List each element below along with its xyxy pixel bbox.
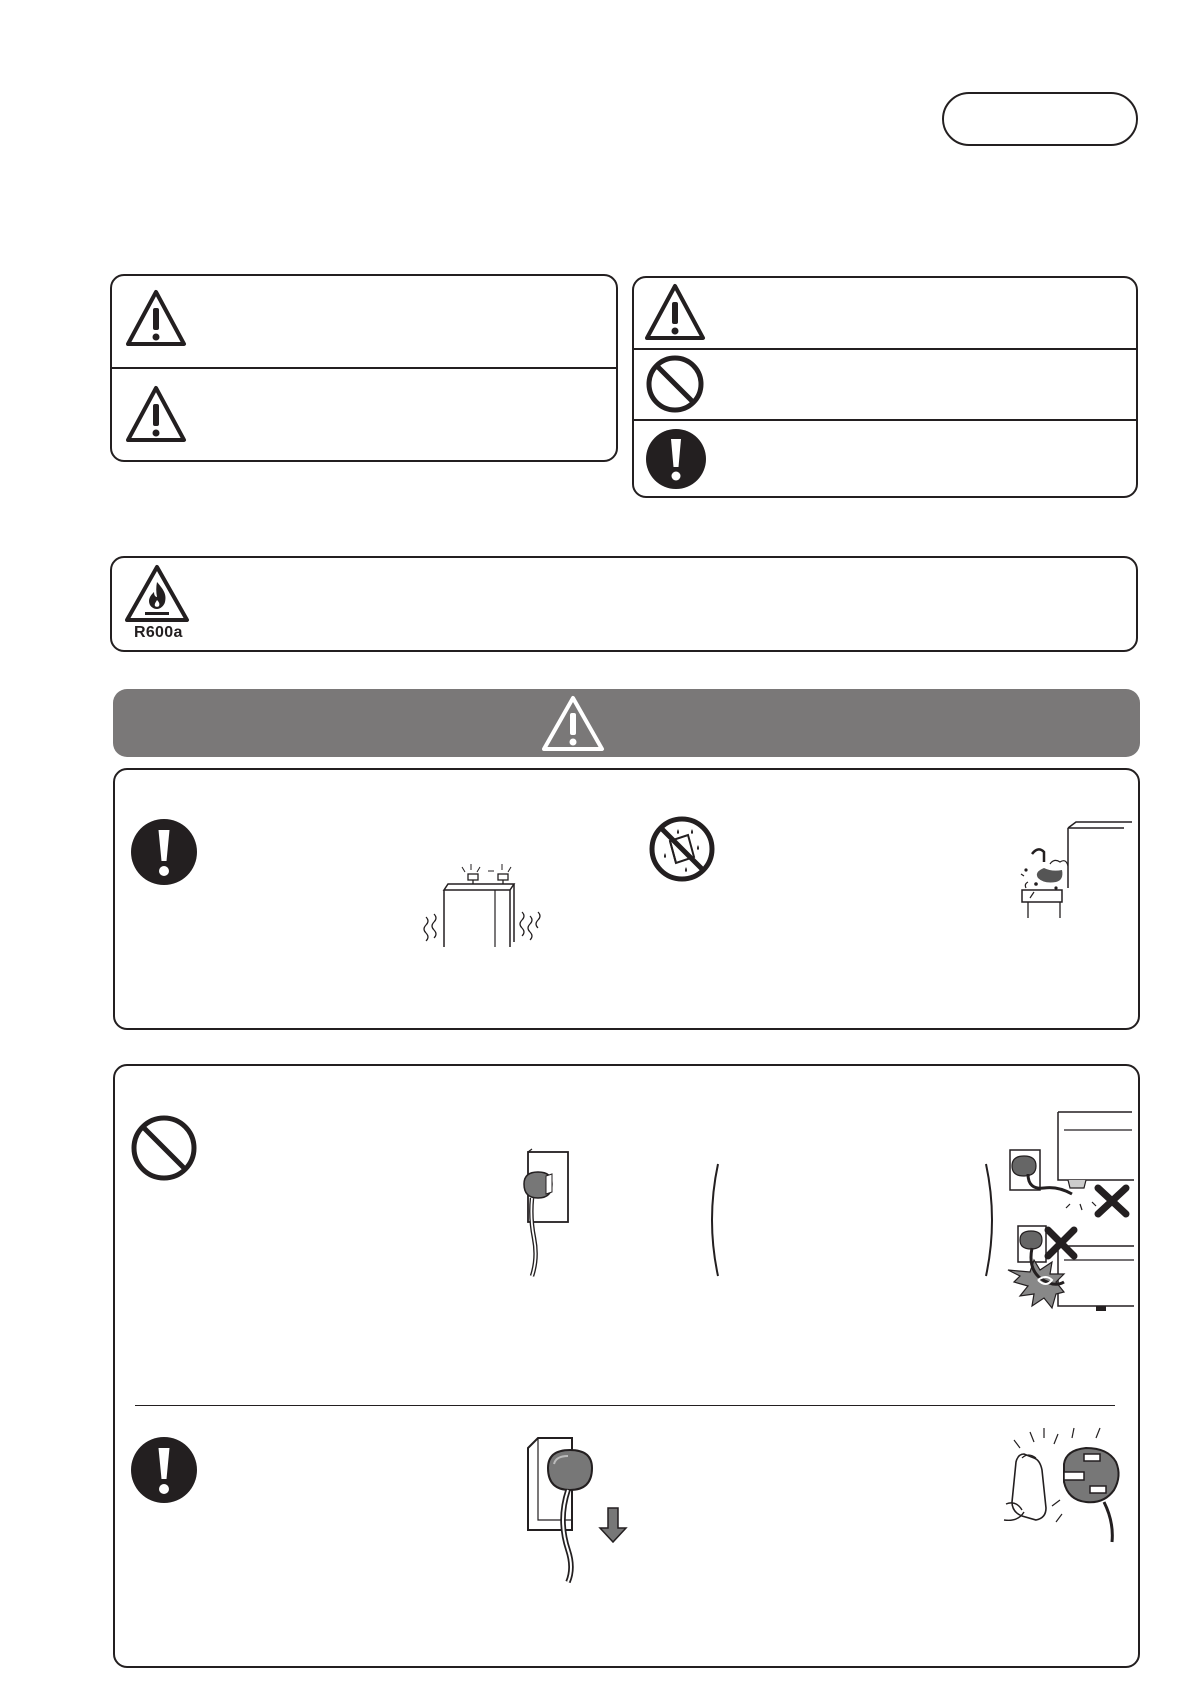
sink-water-splash-illustration xyxy=(1020,818,1132,926)
prohibition-icon xyxy=(130,1114,198,1182)
no-water-splash-icon xyxy=(648,815,716,883)
mandatory-action-icon xyxy=(645,428,707,490)
refrigerant-box xyxy=(110,556,1138,652)
plug-in-socket-illustration xyxy=(514,1148,574,1278)
prohibition-icon xyxy=(645,354,705,414)
refrigerant-label: R600a xyxy=(134,624,183,641)
damaged-cord-illustration xyxy=(998,1110,1136,1320)
mandatory-action-icon xyxy=(130,1436,198,1504)
clean-plug-illustration xyxy=(1000,1424,1124,1542)
pull-plug-illustration xyxy=(524,1434,640,1584)
warning-triangle-icon xyxy=(124,288,188,350)
header-badge xyxy=(942,92,1138,146)
flammable-warning-icon xyxy=(123,564,191,624)
installation-section-box xyxy=(113,768,1140,1030)
mandatory-action-icon xyxy=(130,818,198,886)
legend-box-right xyxy=(632,276,1138,498)
caution-triangle-icon xyxy=(124,384,188,446)
legend-right-divider-2 xyxy=(633,419,1137,421)
warning-triangle-white-icon xyxy=(540,694,606,754)
warning-triangle-icon xyxy=(643,282,707,344)
legend-right-divider-1 xyxy=(633,348,1137,350)
bracket-right xyxy=(982,1162,998,1278)
power-section-divider xyxy=(135,1405,1115,1406)
legend-left-divider xyxy=(111,367,617,369)
bracket-left xyxy=(706,1162,722,1278)
warning-banner xyxy=(113,689,1140,757)
fridge-clearance-illustration xyxy=(414,862,554,952)
